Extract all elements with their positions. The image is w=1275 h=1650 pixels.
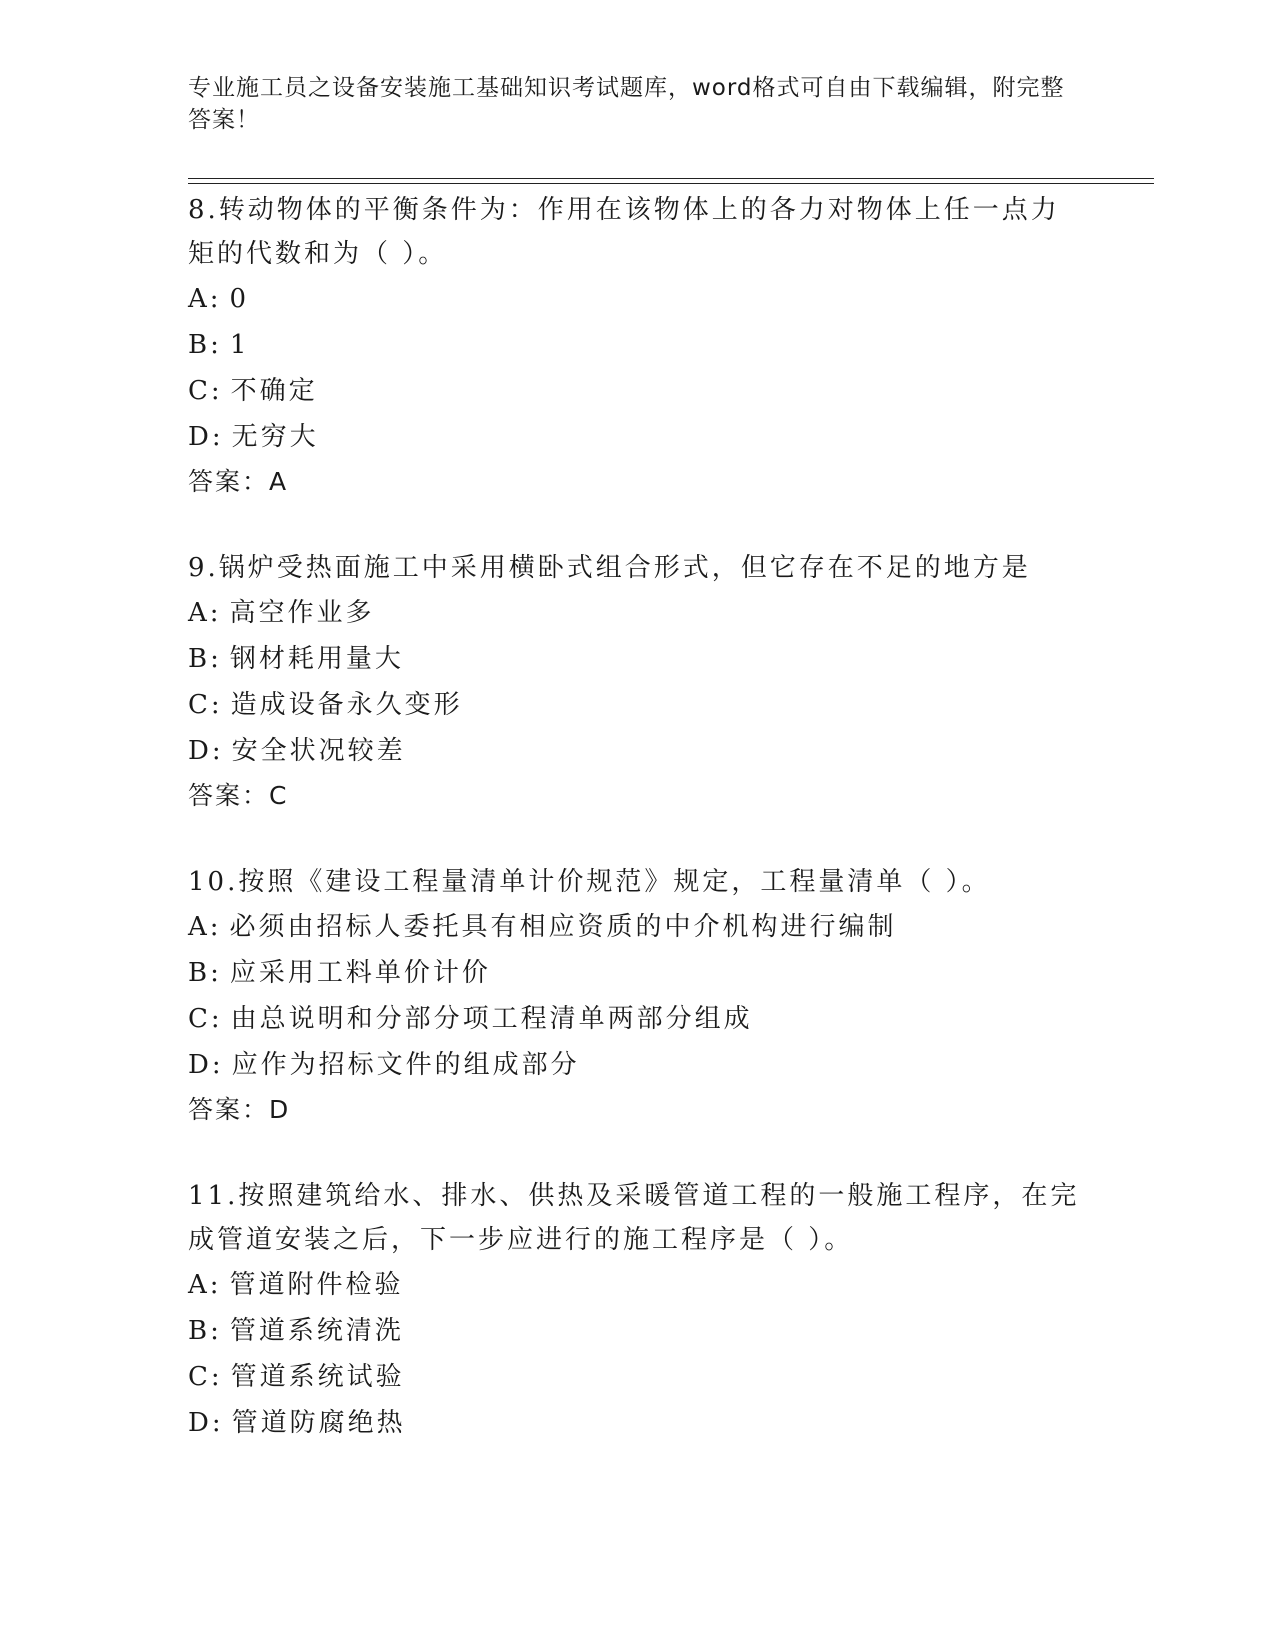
option-letter: A: [188, 598, 222, 628]
option-d [188, 1401, 1088, 1446]
option-d [188, 729, 1088, 774]
option-text: 由总说明和分部分项工程清单两部分组成 [230, 1004, 753, 1034]
question-stem: 8.转动物体的平衡条件为：作用在该物体上的各力对物体上任一点力矩的代数和为（ ）。 [188, 195, 1060, 269]
option-text: 1 [229, 330, 250, 360]
document-header: 专业施工员之设备安装施工基础知识考试题库，word格式可自由下载编辑，附完整答案！ [188, 75, 1065, 133]
question-list [188, 188, 1088, 1446]
answer-line: 答案：A [188, 467, 289, 496]
option-letter: C: [188, 376, 223, 406]
option-letter: A: [188, 284, 222, 314]
option-letter: B: [188, 330, 222, 360]
option-letter: C: [188, 1362, 223, 1392]
option-d [188, 415, 1088, 460]
spacer [188, 504, 1088, 546]
option-letter: A: [188, 1270, 222, 1300]
question-stem: 10.按照《建设工程量清单计价规范》规定，工程量清单（ ）。 [188, 867, 991, 897]
option-text: 钢材耗用量大 [229, 644, 404, 674]
option-text: 无穷大 [231, 422, 319, 452]
option-b [188, 323, 1088, 368]
header-divider-bottom [188, 183, 1154, 184]
option-d [188, 1043, 1088, 1088]
option-letter: B: [188, 1316, 222, 1346]
option-b [188, 637, 1088, 682]
question-8 [188, 188, 1088, 504]
question-10 [188, 860, 1088, 1132]
option-c [188, 1355, 1088, 1400]
option-letter: D: [188, 736, 224, 766]
option-text: 应采用工料单价计价 [229, 958, 491, 988]
option-text: 必须由招标人委托具有相应资质的中介机构进行编制 [229, 912, 897, 942]
option-a [188, 1263, 1088, 1308]
option-text: 安全状况较差 [231, 736, 406, 766]
header-divider-top [188, 178, 1154, 179]
answer-line: 答案：D [188, 1095, 291, 1124]
option-text: 不确定 [230, 376, 318, 406]
option-text: 管道防腐绝热 [231, 1408, 406, 1438]
option-letter: B: [188, 958, 222, 988]
option-b [188, 951, 1088, 996]
question-11 [188, 1174, 1088, 1446]
option-text: 管道附件检验 [229, 1270, 404, 1300]
option-a [188, 905, 1088, 950]
option-letter: D: [188, 1050, 224, 1080]
option-letter: D: [188, 422, 224, 452]
option-text: 应作为招标文件的组成部分 [231, 1050, 580, 1080]
question-stem: 9.锅炉受热面施工中采用横卧式组合形式，但它存在不足的地方是 [188, 553, 1031, 583]
question-stem: 11.按照建筑给水、排水、供热及采暖管道工程的一般施工程序，在完成管道安装之后，下一步应进行的施工程序是（ ）。 [188, 1181, 1080, 1255]
spacer [188, 818, 1088, 860]
option-letter: C: [188, 690, 223, 720]
option-letter: D: [188, 1408, 224, 1438]
question-9 [188, 546, 1088, 818]
option-text: 高空作业多 [229, 598, 375, 628]
option-b [188, 1309, 1088, 1354]
option-text: 管道系统清洗 [229, 1316, 404, 1346]
option-c [188, 683, 1088, 728]
answer-line: 答案：C [188, 781, 289, 810]
option-a [188, 591, 1088, 636]
option-letter: A: [188, 912, 222, 942]
option-text: 管道系统试验 [230, 1362, 405, 1392]
option-a [188, 277, 1088, 322]
option-text: 造成设备永久变形 [230, 690, 463, 720]
spacer [188, 1132, 1088, 1174]
option-text: 0 [229, 284, 250, 314]
option-letter: B: [188, 644, 222, 674]
option-letter: C: [188, 1004, 223, 1034]
option-c [188, 369, 1088, 414]
option-c [188, 997, 1088, 1042]
